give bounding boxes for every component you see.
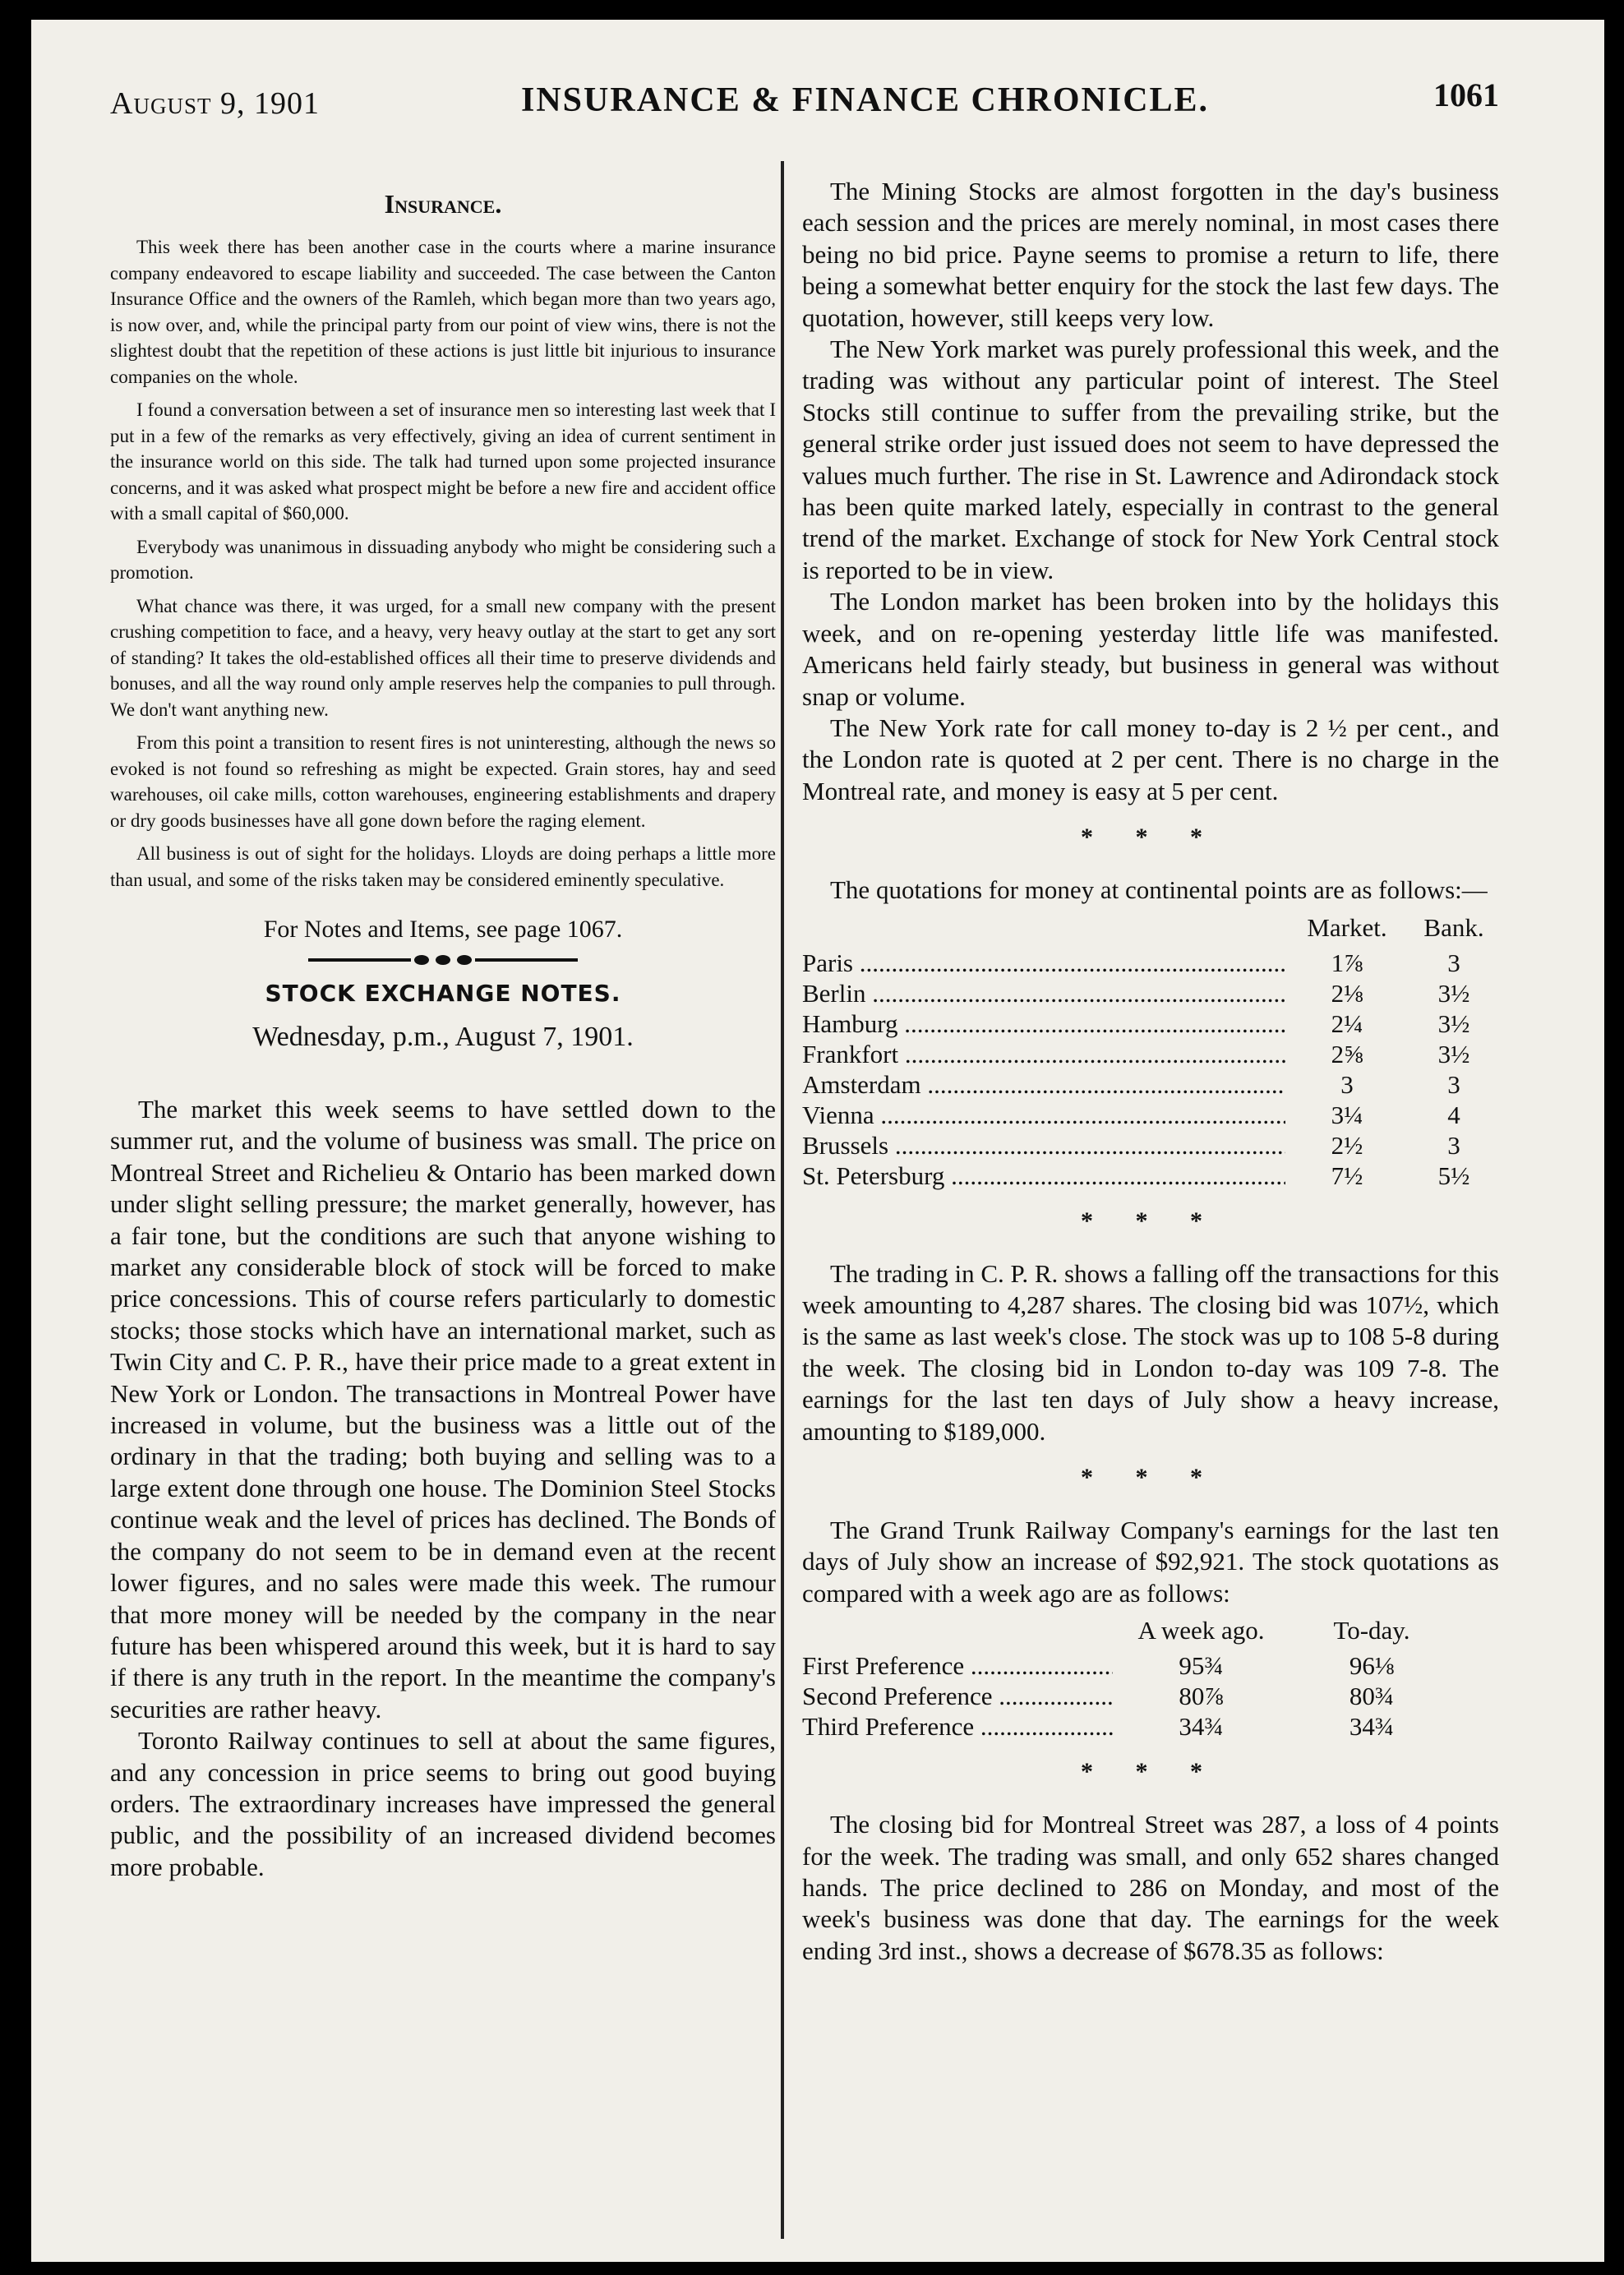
insurance-heading: Insurance.	[384, 189, 502, 219]
article-paragraph: The Mining Stocks are almost forgotten in the day's business each session and the prices are merely nominal, in most cases there being no bid price. Payne seems to promise a return to life, there being a somewhat better enquiry for the stock the last few days. The quotation, however, still keeps very low.	[802, 177, 1499, 332]
row-value: 3½	[1437, 978, 1470, 1008]
column-header-today: To-day.	[1333, 1616, 1410, 1645]
table-row	[802, 1069, 1499, 1100]
article-paragraph: The New York market was purely professional this week, and the trading was without any particular point of interest. The Steel Stocks still continue to suffer from the prevailing strike, but the general strike order just issued does not seem to have depressed the values much further. The rise in St. Lawrence and Adirondack stock has been quite marked lately, especially in contrast to the general trend of the market. Exchange of stock for New York Central stock is reported to be in view.	[802, 335, 1499, 584]
row-label: Vienna .....	[802, 1100, 1285, 1130]
row-value: 2⅝	[1331, 1039, 1363, 1068]
row-value: 5½	[1437, 1161, 1470, 1190]
insurance-paragraph: All business is out of sight for the holidays. Lloyds are doing perhaps a little more than usual, and some of the risks taken may be considered eminently speculative.	[110, 843, 776, 890]
table-row	[802, 1008, 1499, 1039]
row-value: 2½	[1331, 1130, 1363, 1160]
row-value: 2⅛	[1331, 978, 1363, 1008]
insurance-paragraph: Everybody was unanimous in dissuading anybody who might be considering such a promotion.	[110, 536, 776, 583]
article-paragraph: The New York rate for call money to-day is 2 ½ per cent., and the London rate is quoted at 2 per cent. There is no charge in the Montreal rate, and money is easy at 5 per cent.	[802, 713, 1499, 805]
grand-trunk-table	[802, 1616, 1499, 1742]
column-header-bank: Bank.	[1423, 912, 1484, 942]
column-divider	[781, 161, 784, 2239]
row-label: First Preference .....	[802, 1650, 1113, 1681]
money-quotations-table	[802, 913, 1499, 1191]
section-separator: * * *	[1081, 1207, 1220, 1234]
insurance-paragraph: I found a conversation between a set of insurance men so interesting last week that I put in a few of the remarks as very effectively, giving an idea of current sentiment in the insurance world on this side. The talk had turned upon some projected insurance concerns, and it was asked what prospect might be before a new fire and accident office with a small capital of $60,000.	[110, 399, 776, 524]
table-row	[802, 1130, 1499, 1161]
stock-exchange-article-left	[110, 1094, 776, 1883]
row-value: 3¼	[1331, 1100, 1363, 1129]
insurance-paragraph: From this point a transition to resent fires is not uninteresting, although the news so evoked is not found so refreshing as might be expected. Grain stores, hay and seed warehouses, oil cake mills, cotton warehouses, engineering establishments and drapery or dry goods businesses have all gone down before the raging element.	[110, 732, 776, 831]
table-row	[802, 978, 1499, 1008]
row-value: 34¾	[1349, 1712, 1395, 1742]
row-value: 4	[1447, 1100, 1460, 1129]
article-paragraph: The market this week seems to have settled down to the summer rut, and the volume of business was small. The price on Montreal Street and Richelieu & Ontario has been marked down under slight selling pressure; the market generally, however, has a fair tone, but the conditions are such that anyone wishing to market any considerable block of stock will be forced to make price concessions. This of course refers particularly to domestic stocks; those stocks which have an international market, such as Twin City and C. P. R., have their price made to a great extent in New York or London. The transactions in Montreal Power have increased in volume, but the business was a little out of the ordinary in that the trading; both buying and selling was to a large extent done through one house. The Dominion Steel Stocks continue weak and the level of prices has declined. The Bonds of the company do not seem to be in demand even at the recent lower figures, and no sales were made this week. The rumour that more money will be needed by the company in the near future has been whispered around this week, but it is hard to say if there is any truth in the report. In the meantime the company's securities are rather heavy.	[110, 1095, 776, 1724]
row-value: 80¾	[1349, 1682, 1395, 1711]
cpr-paragraph: The trading in C. P. R. shows a falling off the transactions for this week amounting to 4,287 shares. The closing bid was 107½, which is the same as last week's close. The stock was up to 108 5-8 during the week. The closing bid in London to-day was 109 7-8. The earnings for the last ten days of July show a heavy increase, amounting to $189,000.	[802, 1258, 1499, 1446]
header-date: August 9, 1901	[110, 86, 320, 121]
table-row	[802, 1161, 1499, 1191]
newspaper-page	[31, 20, 1604, 2262]
row-value: 34¾	[1179, 1712, 1224, 1742]
row-value: 80⅞	[1179, 1682, 1224, 1711]
column-header-week-ago: A week ago.	[1137, 1616, 1265, 1645]
row-value: 7½	[1331, 1161, 1363, 1190]
right-column	[802, 176, 1499, 1967]
article-paragraph: The London market has been broken into by the holidays this week, and on re-opening yesterday little life was manifested. Americans held fairly steady, but business in general was without snap or volume.	[802, 587, 1499, 711]
section-separator: * * *	[1081, 1758, 1220, 1786]
row-value: 2¼	[1331, 1008, 1363, 1038]
grand-trunk-paragraph: The Grand Trunk Railway Company's earnings for the last ten days of July show an increase of $92,921. The stock quotations as compared with a week ago are as follows:	[802, 1515, 1499, 1608]
ornamental-rule	[110, 955, 776, 965]
row-value: 3½	[1437, 1039, 1470, 1068]
page-header	[110, 69, 1499, 135]
row-value: 96⅛	[1349, 1651, 1395, 1681]
table-row	[802, 1650, 1499, 1681]
row-label: Second Preference .....	[802, 1681, 1113, 1711]
stock-exchange-date: Wednesday, p.m., August 7, 1901.	[252, 1022, 634, 1052]
table-row	[802, 1711, 1499, 1742]
section-separator: * * *	[1081, 1463, 1220, 1491]
publication-title: INSURANCE & FINANCE CHRONICLE.	[521, 81, 1210, 119]
row-label: Frankfort .....	[802, 1039, 1285, 1069]
row-label: Hamburg .....	[802, 1008, 1285, 1039]
left-column	[110, 176, 776, 1883]
column-header-market: Market.	[1307, 912, 1387, 942]
table-row	[802, 1681, 1499, 1711]
table-row	[802, 948, 1499, 978]
insurance-paragraph: This week there has been another case in the courts where a marine insurance company endeavored to escape liability and succeeded. The case between the Canton Insurance Office and the owners of the Ramleh, which began more than two years ago, is now over, and, while the principal party from our point of view wins, there is not the slightest doubt that the repetition of these actions is just little bit injurious to insurance companies on the whole.	[110, 237, 776, 387]
table-row	[802, 1039, 1499, 1069]
row-label: Paris .....	[802, 948, 1285, 978]
row-value: 3	[1447, 1130, 1460, 1160]
row-value: 3½	[1437, 1008, 1470, 1038]
row-label: St. Petersburg .....	[802, 1161, 1285, 1191]
insurance-article	[110, 234, 776, 893]
row-value: 3	[1447, 948, 1460, 977]
row-value: 3	[1447, 1069, 1460, 1099]
section-separator: * * *	[1081, 824, 1220, 851]
see-page-note: For Notes and Items, see page 1067.	[263, 916, 623, 943]
row-label: Third Preference .....	[802, 1711, 1113, 1742]
stock-exchange-article-right	[802, 176, 1499, 807]
row-label: Amsterdam .....	[802, 1069, 1285, 1100]
row-label: Berlin .....	[802, 978, 1285, 1008]
page-number: 1061	[1433, 76, 1499, 113]
row-value: 95¾	[1179, 1651, 1224, 1681]
insurance-paragraph: What chance was there, it was urged, for a small new company with the present crushing competition to face, and a heavy, very heavy outlay at the start to get any sort of standing? It takes the old-established offices all their time to preserve dividends and bonuses, and all the way round only ample reserves help the companies to pull through. We don't want anything new.	[110, 595, 776, 720]
table-row	[802, 1100, 1499, 1130]
row-value: 3	[1340, 1069, 1354, 1099]
money-quotations-intro: The quotations for money at continental points are as follows:—	[830, 875, 1488, 905]
row-label: Brussels .....	[802, 1130, 1285, 1161]
article-paragraph: Toronto Railway continues to sell at about the same figures, and any concession in price seems to bring out good buying orders. The extraordinary increases have impressed the general public, and the possibility of an increased dividend becomes more probable.	[110, 1726, 776, 1881]
row-value: 1⅞	[1331, 948, 1363, 977]
montreal-street-paragraph: The closing bid for Montreal Street was 287, a loss of 4 points for the week. The trading was small, and only 652 shares changed hands. The price declined to 286 on Monday, and most of the week's business was done that day. The earnings for the week ending 3rd inst., shows a decrease of $678.35 as follows:	[802, 1810, 1499, 1965]
stock-exchange-heading: STOCK EXCHANGE NOTES.	[265, 980, 621, 1007]
